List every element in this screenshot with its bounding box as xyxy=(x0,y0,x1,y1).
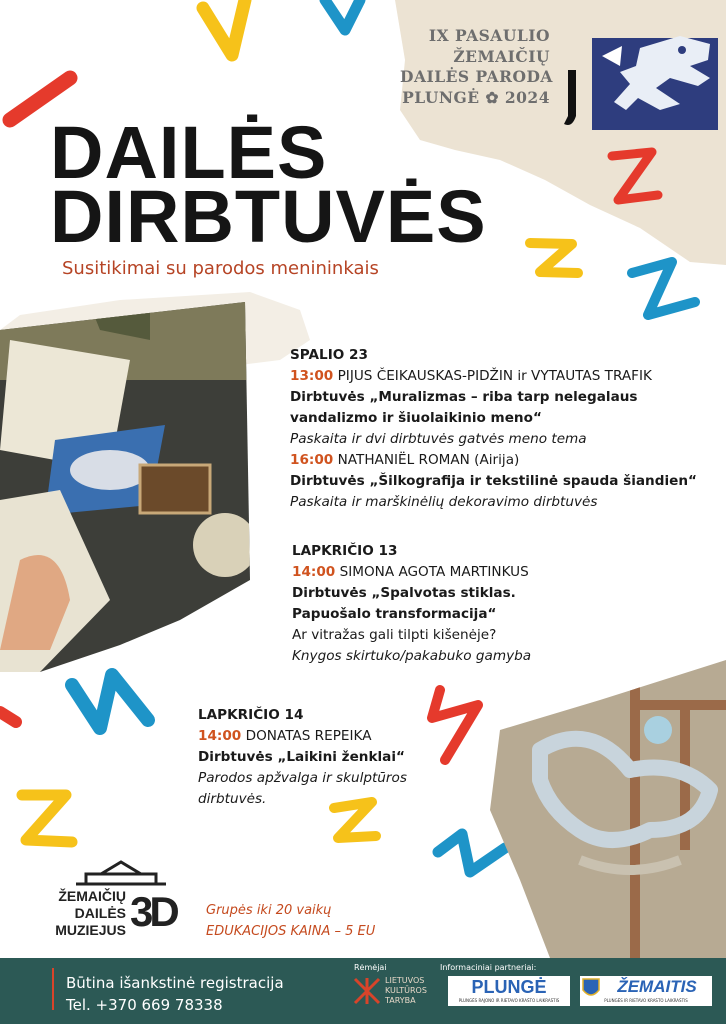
workshop-title: Dirbtuvės „Spalvotas stiklas. xyxy=(292,585,516,601)
event-nov13 xyxy=(292,541,531,667)
session-people: SIMONA AGOTA MARTINKUS xyxy=(339,564,529,580)
exhibition-line-4: PLUNGĖ ✿ 2024 xyxy=(402,87,550,107)
partner2-name: ŽEMAITIS xyxy=(617,977,697,996)
pricing-notes xyxy=(206,900,375,942)
blue-z xyxy=(632,262,695,315)
event-nov14 xyxy=(198,705,407,810)
session-description: Parodos apžvalga ir skulptūros xyxy=(198,770,407,786)
yellow-z-lower xyxy=(22,795,72,842)
red-zigzag-lower xyxy=(432,690,478,760)
partner1-tagline: PLUNGĖS RAJONO IR RIETAVO KRAŠTO LAIKRAŠTIS xyxy=(458,998,560,1003)
session-time: 16:00 xyxy=(290,452,334,468)
workshop-title: Dirbtuvės „Šilkografija ir tekstilinė spauda šiandien“ xyxy=(290,473,697,489)
session-time: 14:00 xyxy=(198,728,242,744)
partner1-name: PLUNGĖ xyxy=(471,977,547,997)
session-people: DONATAS REPEIKA xyxy=(245,728,372,744)
session-time: 13:00 xyxy=(290,368,334,384)
museum-line-2: DAILĖS xyxy=(74,905,126,921)
title-line-2: DIRBTUVĖS xyxy=(50,175,487,258)
session-line xyxy=(290,366,697,387)
blue-m-stroke xyxy=(72,675,148,728)
event-date: LAPKRIČIO 13 xyxy=(292,543,398,559)
session-line xyxy=(290,450,697,471)
workshop-title: Papuošalo transformacija“ xyxy=(292,606,497,622)
sponsor-line: KULTŪROS xyxy=(385,986,427,995)
sculpture-photo xyxy=(480,660,726,958)
crayon-box xyxy=(140,465,210,513)
yellow-zigzag xyxy=(203,0,245,55)
cultural-council-logo-icon xyxy=(352,976,382,1006)
logo-eye xyxy=(678,46,686,54)
session-line xyxy=(198,726,407,747)
workshop-photo xyxy=(0,300,250,672)
subtitle: Susitikimai su parodos menininkais xyxy=(62,258,379,279)
partner2-tagline: PLUNGĖS IR RIETAVO KRAŠTO LAIKRAŠTIS xyxy=(604,998,688,1003)
red-z xyxy=(612,152,658,200)
title-line-1: DAILĖS xyxy=(50,111,328,194)
session-line xyxy=(292,562,531,583)
session-question: Ar vitražas gali tilpti kišenėje? xyxy=(292,627,497,643)
museum-line-1: ŽEMAIČIŲ xyxy=(58,888,126,904)
session-people: NATHANIËL ROMAN (Airija) xyxy=(337,452,520,468)
museum-3d-mark: 3D xyxy=(130,888,176,935)
zemaitis-newspaper-logo xyxy=(580,976,712,1006)
session-time: 14:00 xyxy=(292,564,336,580)
registration-text: Būtina išankstinė registracija xyxy=(66,974,284,992)
plunge-newspaper-logo xyxy=(448,976,570,1006)
sponsors-label: Rėmėjai xyxy=(354,963,387,972)
partners-label: Informaciniai partneriai: xyxy=(440,963,537,972)
red-small-stroke xyxy=(0,712,16,722)
event-date: LAPKRIČIO 14 xyxy=(198,707,304,723)
session-description: dirbtuvės. xyxy=(198,791,267,807)
event-oct23 xyxy=(290,345,697,513)
price-note: EDUKACIJOS KAINA – 5 EU xyxy=(206,924,376,939)
cultural-council-name xyxy=(385,976,427,1006)
registration-info xyxy=(66,972,284,1016)
sponsor-line: TARYBA xyxy=(385,996,416,1005)
exhibition-line-1: IX PASAULIO xyxy=(428,26,550,45)
event-date: SPALIO 23 xyxy=(290,347,368,363)
museum-line-3: MUZIEJUS xyxy=(55,922,126,938)
workshop-title: Dirbtuvės „Muralizmas – riba tarp nelegalaus xyxy=(290,389,638,405)
session-people: PIJUS ČEIKAUSKAS-PIDŽIN ir VYTAUTAS TRAFIK xyxy=(337,368,652,384)
museum-building-icon xyxy=(66,858,176,886)
workshop-title: Dirbtuvės „Laikini ženklai“ xyxy=(198,749,405,765)
session-description: Paskaita ir dvi dirbtuvės gatvės meno tema xyxy=(290,431,587,447)
brush-icon xyxy=(564,70,576,125)
workshop-title: vandalizmo ir šiuolaikinio meno“ xyxy=(290,410,542,426)
group-size-note: Grupės iki 20 vaikų xyxy=(206,903,332,918)
session-description: Knygos skirtuko/pakabuko gamyba xyxy=(292,648,532,664)
yellow-z xyxy=(530,243,578,273)
exhibition-logo xyxy=(560,26,720,132)
exhibition-line-3: DAILĖS PARODA xyxy=(400,67,553,86)
blue-zigzag xyxy=(325,0,360,30)
footer-accent-bar xyxy=(52,968,54,1010)
phone-number: Tel. +370 669 78338 xyxy=(66,996,223,1014)
sponsor-line: LIETUVOS xyxy=(385,976,425,985)
exhibition-line-2: ŽEMAIČIŲ xyxy=(453,46,550,66)
exhibition-title xyxy=(400,26,553,108)
coat-of-arms-icon xyxy=(582,978,600,1000)
session-description: Paskaita ir marškinėlių dekoravimo dirbtuvės xyxy=(290,494,598,510)
